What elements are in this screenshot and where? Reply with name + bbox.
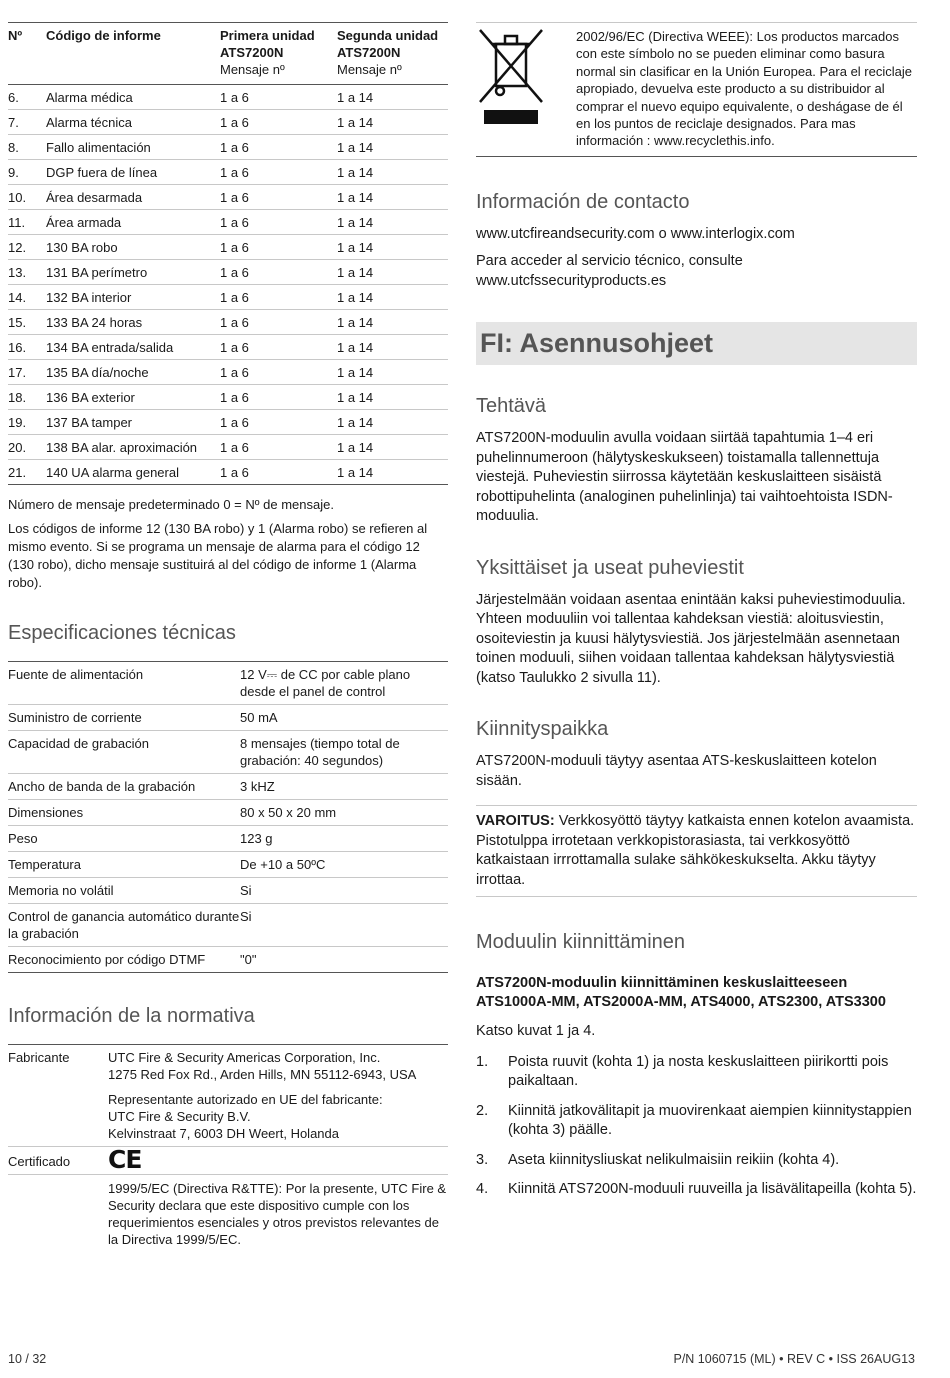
row-first-unit: 1 a 6 [220,440,249,455]
row-second-unit: 1 a 14 [337,140,374,155]
weee-block [476,22,917,157]
table-row [8,185,448,210]
spec-label: Dimensiones [8,805,84,820]
row-first-unit: 1 a 6 [220,90,249,105]
warning-text: Verkkosyöttö täytyy katkaista ennen kotelon avaamista. Pistotulppa irrotetaan verkkopistorasiasta, tai verkkosyöttö katkaistaan irrrottamalla sulake sähkökeskukselta. Akku täytyy irrottaa. [476,813,915,888]
table-row [8,160,448,185]
table-row [8,210,448,235]
manufacturer-row [8,1045,448,1088]
row-number: 20. [8,440,27,455]
rtte-text: 1999/5/EC (Directiva R&TTE): Por la presente, UTC Fire & Security declara que este dispositivo cumple con los requerimientos esenciales y otros previstos relevantes de la Directiva 1999/5/EC. [108,1181,447,1247]
step-text: Poista ruuvit (kohta 1) ja nosta keskuslaitteen piirikortti pois paikaltaan. [508,1053,889,1090]
step-item [476,1151,917,1171]
row-second-unit: 1 a 14 [337,290,374,305]
row-number: 7. [8,115,19,130]
certificate-label: Certificado [8,1154,71,1169]
weee-bin-icon [476,28,576,150]
spec-value: Si [240,883,252,898]
table-row [8,460,448,485]
warning-block [476,805,917,897]
crossed-bin-icon [476,28,546,126]
yksittaiset-text: Järjestelmään voidaan asentaa enintään kaksi puheviestimoduulia. Yhteen moduuliin voi tallentaa kahdeksan viestiä: aloitusviestin, osoiteviestin ja kuusi hälytysviestiä. Jos järjestelmään asennetaan toinen moduuli, siihen voidaan tallentaa kahdeksan hälytysviestiä (katso Taulukko 2 sivulla 11). [476,591,906,686]
spec-value: "0" [240,952,257,967]
row-first-unit: 1 a 6 [220,240,249,255]
table-row [8,385,448,410]
step-text: Kiinnitä jatkovälitapit ja muovirenkaat aiempien kiinnitystappien (kohta 3) päälle. [508,1102,912,1139]
part-number: P/N 1060715 (ML) • REV C • ISS 26AUG13 [673,1352,915,1366]
regulatory-heading: Información de la normativa [8,1005,255,1027]
col-header-second-unit: Segunda unidad ATS7200N Mensaje nº [337,28,439,77]
row-number: 9. [8,165,19,180]
ce-mark-icon: CE [108,1145,142,1174]
spec-row [8,731,448,774]
row-code: 135 BA día/noche [46,365,149,380]
tehtava-heading: Tehtävä [476,395,547,418]
spec-label: Control de ganancia automático durante la grabación [8,909,240,941]
page-number: 10 / 32 [8,1352,47,1366]
spec-value: De +10 a 50ºC [240,857,326,872]
table-row [8,360,448,385]
spec-label: Temperatura [8,857,81,872]
eu-rep-row [8,1087,448,1147]
manufacturer-info: UTC Fire & Security Americas Corporation, Inc. 1275 Red Fox Rd., Arden Hills, MN 55112-6943, USA [108,1050,417,1082]
steps-list [476,1053,917,1200]
row-code: 136 BA exterior [46,390,135,405]
left-column [8,22,448,1252]
row-code: 134 BA entrada/salida [46,340,174,355]
specs-body [8,662,448,973]
table-row [8,85,448,110]
col-header-code: Código de informe [46,28,161,43]
row-number: 10. [8,190,27,205]
step-number: 2. [476,1102,489,1119]
step-item [476,1102,917,1141]
spec-value: 3 kHZ [240,779,275,794]
row-first-unit: 1 a 6 [220,340,249,355]
spec-row [8,904,448,947]
table-row [8,235,448,260]
spec-value: 12 V⎓ de CC por cable plano desde el panel de control [240,667,411,699]
row-first-unit: 1 a 6 [220,140,249,155]
specs-heading: Especificaciones técnicas [8,622,236,644]
contact-heading: Información de contacto [476,190,690,213]
row-first-unit: 1 a 6 [220,465,249,480]
table-row [8,335,448,360]
row-second-unit: 1 a 14 [337,365,374,380]
kiinnityspaikka-text: ATS7200N-moduuli täytyy asentaa ATS-keskuslaitteen kotelon sisään. [476,753,877,789]
col-header-number: Nº [8,28,23,43]
specs-table [8,661,448,973]
col-header-first-unit: Primera unidad ATS7200N Mensaje nº [220,28,315,77]
row-number: 6. [8,90,19,105]
row-second-unit: 1 a 14 [337,165,374,180]
spec-row [8,878,448,904]
row-first-unit: 1 a 6 [220,290,249,305]
row-number: 14. [8,290,27,305]
default-message-note: Número de mensaje predeterminado 0 = Nº de mensaje. [8,497,334,512]
spec-value: Si [240,909,252,924]
row-second-unit: 1 a 14 [337,440,374,455]
row-number: 11. [8,215,26,230]
row-second-unit: 1 a 14 [337,215,374,230]
step-number: 3. [476,1151,489,1168]
table-row [8,310,448,335]
spec-row [8,852,448,878]
moduulin-heading: Moduulin kiinnittäminen [476,931,686,954]
step-item [476,1053,917,1092]
row-number: 12. [8,240,27,255]
certificate-row [8,1147,448,1175]
row-code: 132 BA interior [46,290,132,305]
row-code: Fallo alimentación [46,140,151,155]
table-row [8,260,448,285]
row-number: 19. [8,415,27,430]
table-row [8,435,448,460]
report-codes-table [8,22,448,485]
right-column [476,22,917,1210]
fi-section-banner: FI: Asennusohjeet [476,322,917,365]
yksittaiset-heading: Yksittäiset ja useat puheviestit [476,556,744,579]
row-code: 131 BA perímetro [46,265,148,280]
report-codes-body [8,85,448,485]
row-code: 133 BA 24 horas [46,315,143,330]
spec-label: Suministro de corriente [8,710,142,725]
row-number: 17. [8,365,27,380]
row-second-unit: 1 a 14 [337,240,374,255]
row-code: Área desarmada [46,190,143,205]
spec-label: Ancho de banda de la grabación [8,779,196,794]
row-first-unit: 1 a 6 [220,265,249,280]
row-second-unit: 1 a 14 [337,340,374,355]
regulatory-table [8,1044,448,1252]
row-code: 137 BA tamper [46,415,132,430]
row-second-unit: 1 a 14 [337,190,374,205]
spec-value: 8 mensajes (tiempo total de grabación: 40 segundos) [240,736,400,768]
tehtava-text: ATS7200N-moduulin avulla voidaan siirtää tapahtumia 1–4 eri puhelinnumeroon (hälytyskeskukseen) toistamalla tallennettuja viestejä. Puheviestin siirrossa käytetään keskuslaitteen sisäistä robottipuhelinta (analoginen puhelinlinja) tai vaihtoehtoista ISDN-moduulia. [476,430,893,525]
spec-row [8,662,448,705]
spec-row [8,947,448,973]
row-first-unit: 1 a 6 [220,365,249,380]
row-code: Área armada [46,215,122,230]
row-code: 130 BA robo [46,240,118,255]
row-number: 13. [8,265,27,280]
row-code: DGP fuera de línea [46,165,158,180]
row-number: 15. [8,315,27,330]
step-text: Aseta kiinnitysliuskat nelikulmaisiin reikiin (kohta 4). [508,1151,840,1168]
spec-value: 80 x 50 x 20 mm [240,805,337,820]
row-second-unit: 1 a 14 [337,390,374,405]
row-first-unit: 1 a 6 [220,315,249,330]
row-code: 138 BA alar. aproximación [46,440,198,455]
row-first-unit: 1 a 6 [220,215,249,230]
row-number: 8. [8,140,19,155]
manufacturer-label: Fabricante [8,1050,70,1065]
spec-label: Reconocimiento por código DTMF [8,952,206,967]
spec-label: Capacidad de grabación [8,736,149,751]
row-code: Alarma médica [46,90,133,105]
row-second-unit: 1 a 14 [337,415,374,430]
row-number: 18. [8,390,27,405]
row-number: 21. [8,465,27,480]
step-number: 4. [476,1181,489,1198]
step-item [476,1180,917,1200]
row-number: 16. [8,340,27,355]
table-row [8,410,448,435]
mounting-subheading: ATS7200N-moduulin kiinnittäminen keskuslaitteeseen ATS1000A-MM, ATS2000A-MM, ATS4000, ATS2300, ATS3300 [476,975,886,1010]
weee-text: 2002/96/EC (Directiva WEEE): Los productos marcados con este símbolo no se pueden eliminar como basura normal sin clasificar en la Unión Europea. Para el reciclaje apropiado, devuelva este producto a su distribuidor al comprar el nuevo equipo equivalente, o deshágase de él en los puntos de reciclaje designados. Para mas información : www.recyclethis.info. [576,29,912,149]
row-second-unit: 1 a 14 [337,465,374,480]
kiinnityspaikka-heading: Kiinnityspaikka [476,718,609,741]
row-first-unit: 1 a 6 [220,190,249,205]
spec-label: Memoria no volátil [8,883,114,898]
spec-label: Peso [8,831,38,846]
row-first-unit: 1 a 6 [220,165,249,180]
spec-value: 123 g [240,831,273,846]
step-number: 1. [476,1053,489,1070]
codes-note: Los códigos de informe 12 (130 BA robo) y 1 (Alarma robo) se refieren al mismo evento. Si se programa un mensaje de alarma para el código 12 (130 robo), dicho mensaje sustituirá al del código de informe 1 (Alarma robo). [8,521,428,590]
support-url: www.utcfssecurityproducts.es [476,272,667,289]
row-code: 140 UA alarma general [46,465,179,480]
support-text: Para acceder al servicio técnico, consulte [476,253,743,270]
spec-row [8,705,448,731]
step-text: Kiinnitä ATS7200N-moduuli ruuveilla ja lisävälitapeilla (kohta 5). [508,1181,917,1198]
warning-label: VAROITUS: [476,813,555,830]
rtte-row [8,1175,448,1253]
row-first-unit: 1 a 6 [220,390,249,405]
spec-row [8,826,448,852]
eu-rep-info: Representante autorizado en UE del fabricante: UTC Fire & Security B.V. Kelvinstraat 7, 6003 DH Weert, Holanda [108,1092,383,1141]
row-code: Alarma técnica [46,115,132,130]
see-figures: Katso kuvat 1 ja 4. [476,1023,596,1040]
table-row [8,135,448,160]
row-second-unit: 1 a 14 [337,315,374,330]
row-first-unit: 1 a 6 [220,415,249,430]
spec-value: 50 mA [240,710,278,725]
row-second-unit: 1 a 14 [337,90,374,105]
spec-row [8,774,448,800]
contact-websites: www.utcfireandsecurity.com o www.interlogix.com [476,225,795,242]
table-row [8,285,448,310]
spec-label: Fuente de alimentación [8,667,144,682]
spec-row [8,800,448,826]
row-first-unit: 1 a 6 [220,115,249,130]
row-second-unit: 1 a 14 [337,115,374,130]
row-second-unit: 1 a 14 [337,265,374,280]
table-header-row [8,23,448,85]
table-row [8,110,448,135]
